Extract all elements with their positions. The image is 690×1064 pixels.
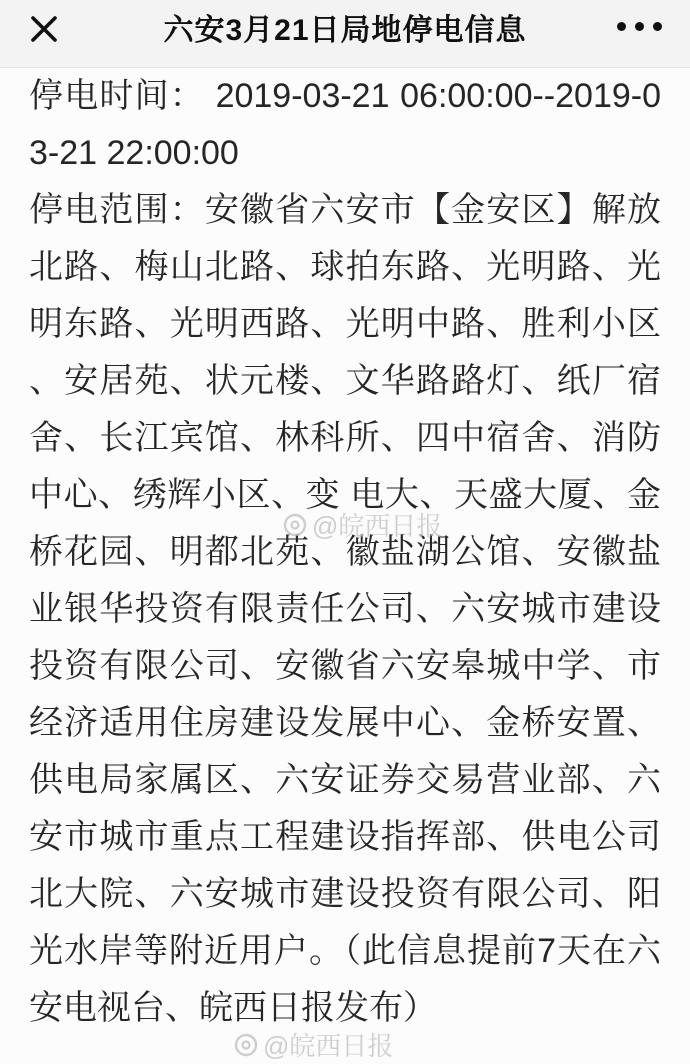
article-content [0, 68, 690, 1037]
more-icon [635, 22, 644, 31]
page-title: 六安3月21日局地停电信息 [163, 14, 527, 47]
close-button[interactable] [18, 3, 70, 55]
watermark-text: @皖西日报 [312, 511, 443, 541]
more-icon [653, 22, 662, 31]
more-icon [617, 22, 626, 31]
title-bar [0, 0, 690, 68]
close-icon [27, 12, 61, 46]
outage-scope-paragraph: 停电范围：安徽省六安市【金安区】解放北路、梅山北路、球拍东路、光明路、光明东路、光明西路、光明中路、胜利小区、安居苑、状元楼、文华路路灯、纸厂宿舍、长江宾馆、林科所、四中宿舍、消防中心、绣辉小区、变 电大、天盛大厦、金桥花园、明都北苑、徽盐湖公馆、安徽盐业银华投资有限责任公司、六安城市建设投资有限公司、安徽省六安皋城中学、市经济适用住房建设发展中心、金桥安置、供电局家属区、六安证券交易营业部、六安市城市重点工程建设指挥部、供电公司北大院、六安城市建设投资有限公司、阳光水岸等附近用户。（此信息提前7天在六安电视台、皖西日报发布） [29, 191, 661, 1027]
more-button[interactable] [607, 16, 672, 37]
watermark-text: @皖西日报 [263, 1031, 394, 1061]
outage-time-paragraph: 停电时间： 2019-03-21 06:00:00--2019-03-21 22:00:00 [29, 77, 661, 172]
